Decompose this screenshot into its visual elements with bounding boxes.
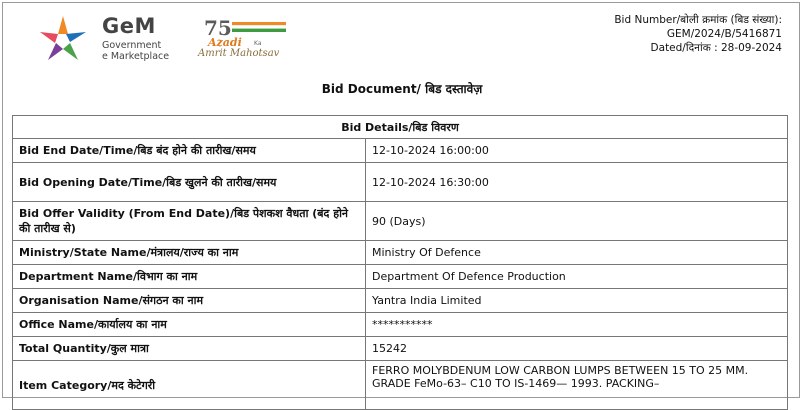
bid-end-date-label: Bid End Date/Time/बिड बंद होने की तारीख/समय [13, 139, 366, 163]
total-quantity-label: Total Quantity/कुल मात्रा [13, 337, 366, 361]
ministry-label: Ministry/State Name/मंत्रालय/राज्य का नाम [13, 241, 366, 265]
bid-number-value: GEM/2024/B/5416871 [666, 28, 782, 40]
bid-offer-validity-value: 90 (Days) [366, 202, 788, 241]
department-label: Department Name/विभाग का नाम [13, 265, 366, 289]
office-label: Office Name/कार्यालय का नाम [13, 313, 366, 337]
azadi-number: 75 [204, 16, 232, 40]
organisation-label: Organisation Name/संगठन का नाम [13, 289, 366, 313]
azadi-ka-amrit-mahotsav-logo [198, 16, 326, 60]
table-row [13, 265, 788, 289]
table-row [13, 361, 788, 410]
gem-line2: e Marketplace [102, 51, 170, 62]
bid-details-table [12, 115, 788, 410]
organisation-value: Yantra India Limited [366, 289, 788, 313]
table-row [13, 163, 788, 202]
table-row [13, 139, 788, 163]
bid-dated: Dated/दिनांक : 28-09-2024 [650, 42, 782, 54]
azadi-ka: Ka [254, 40, 262, 47]
bid-meta [614, 13, 782, 55]
table-row [13, 337, 788, 361]
table-row [13, 313, 788, 337]
office-value: *********** [366, 313, 788, 337]
bid-opening-date-value: 12-10-2024 16:30:00 [366, 163, 788, 202]
department-value: Department Of Defence Production [366, 265, 788, 289]
table-row [13, 241, 788, 265]
azadi-mahotsav: Amrit Mahotsav [198, 48, 280, 59]
gem-brand: GeM [102, 14, 156, 38]
table-row [13, 202, 788, 241]
item-category-label: Item Category/मद केटेगरी [13, 361, 366, 410]
gem-logo [28, 12, 188, 64]
total-quantity-value: 15242 [366, 337, 788, 361]
gem-star-icon [28, 12, 98, 64]
page-title: Bid Document/ बिड दस्तावेज़ [321, 82, 483, 96]
bid-end-date-value: 12-10-2024 16:00:00 [366, 139, 788, 163]
gem-line1: Government [102, 40, 162, 51]
ministry-value: Ministry Of Defence [366, 241, 788, 265]
bid-number-label: Bid Number/बोली क्रमांक (बिड संख्या): [614, 14, 782, 26]
bid-offer-validity-label: Bid Offer Validity (From End Date)/बिड पेशकश वैधता (बंद होने की तारीख से) [13, 202, 366, 241]
tricolor-flag-icon [232, 22, 286, 32]
table-header: Bid Details/बिड विवरण [13, 116, 788, 139]
azadi-word: Azadi [208, 36, 242, 49]
bid-opening-date-label: Bid Opening Date/Time/बिड खुलने की तारीख/समय [13, 163, 366, 202]
item-category-value: FERRO MOLYBDENUM LOW CARBON LUMPS BETWEEN 15 TO 25 MM. GRADE FeMo-63– C10 TO IS-1469— 1993. PACKING– [366, 361, 788, 410]
table-row [13, 289, 788, 313]
